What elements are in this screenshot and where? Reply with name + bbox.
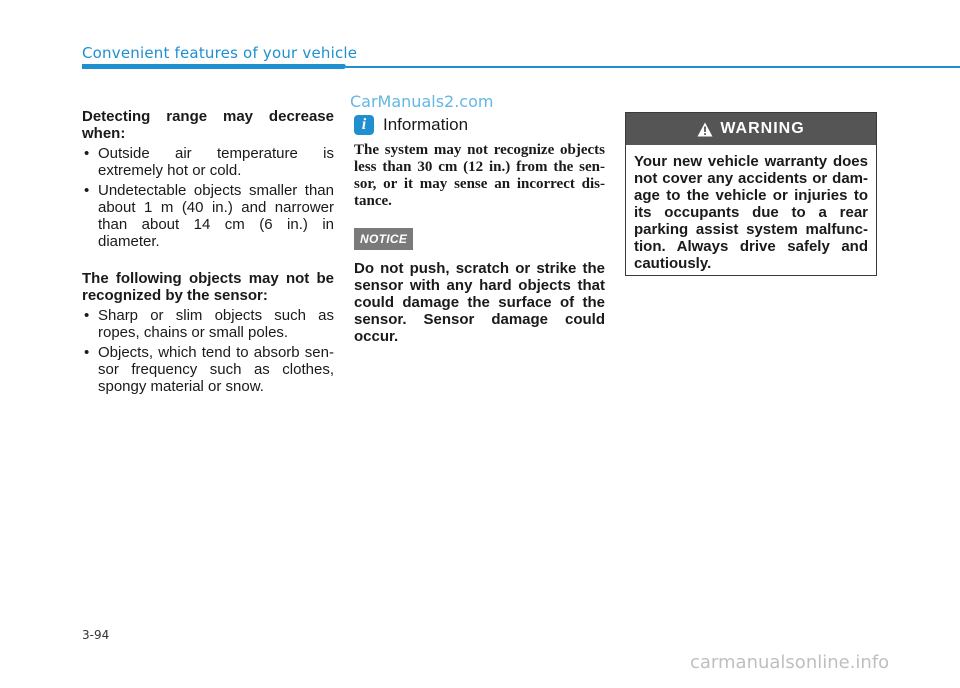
detecting-range-heading: Detecting range may decrease when: — [82, 108, 334, 142]
detecting-range-list — [82, 145, 334, 250]
left-column — [82, 108, 334, 395]
watermark-top: CarManuals2.com — [350, 92, 494, 111]
list-item: • Outside air temperature is extremely hot or cold. — [82, 145, 334, 179]
unrecognized-objects-heading: The following objects may not be recognized by the sensor: — [82, 270, 334, 304]
warning-box — [625, 112, 877, 276]
info-icon: i — [354, 115, 374, 135]
section-title-bar — [82, 64, 346, 69]
header-rule — [346, 66, 960, 68]
unrecognized-objects-list — [82, 307, 334, 395]
page-number: 3-94 — [82, 628, 110, 642]
information-text: The system may not recognize objects less than 30 cm (12 in.) from the sen-sor, or it may sense an incorrect dis-tance. — [354, 142, 605, 209]
middle-column — [354, 112, 605, 345]
list-item: • Objects, which tend to absorb sen-sor frequency such as clothes, spongy material or snow. — [82, 344, 334, 395]
warning-text: Your new vehicle warranty does not cover any accidents or dam-age to the vehicle or injuries to its occupants due to a rear parking assist system malfunc-tion. Always drive safely and cautiously. — [634, 153, 868, 272]
notice-badge: NOTICE — [354, 228, 413, 250]
section-title: Convenient features of your vehicle — [82, 44, 358, 62]
list-item: • Undetectable objects smaller than about 1 m (40 in.) and narrower than about 14 cm (6 in.) in diameter. — [82, 182, 334, 250]
warning-header — [626, 113, 876, 145]
information-title: Information — [383, 115, 469, 134]
warning-triangle-icon — [697, 122, 713, 137]
warning-title: WARNING — [720, 120, 805, 137]
list-item: • Sharp or slim objects such as ropes, chains or small poles. — [82, 307, 334, 341]
notice-text: Do not push, scratch or strike the sensor with any hard objects that could damage the surface of the sensor. Sensor damage could occur. — [354, 260, 605, 345]
information-header — [354, 112, 605, 138]
watermark-bottom: carmanualsonline.info — [690, 652, 890, 673]
